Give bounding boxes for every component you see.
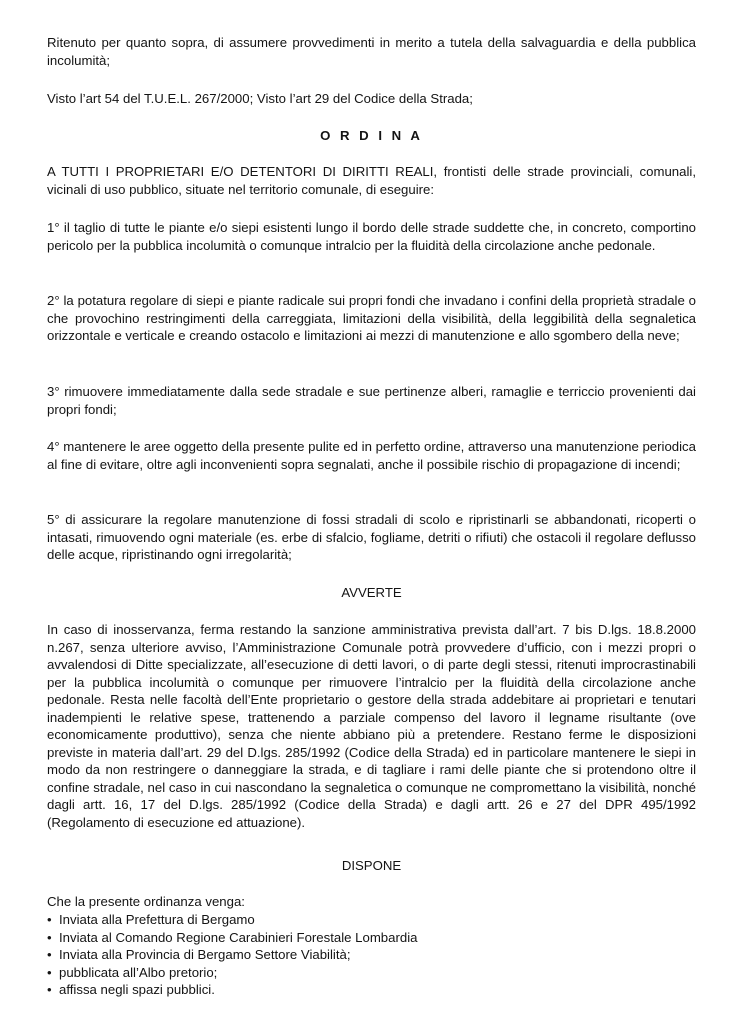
order-item-2: 2° la potatura regolare di siepi e piante radicale sui propri fondi che invadano i confini della proprietà stradale o che provochino restringimenti della carreggiata, limitazioni della visibilità, della leggibilità della segnaletica orizzontale e verticale e creando ostacolo e limitazioni ai mezzi di manutenzione e allo sgombero della neve; — [47, 293, 696, 343]
list-item — [47, 911, 696, 929]
bullet-icon: • — [47, 964, 52, 980]
bullet-icon: • — [47, 912, 52, 927]
dispone-item-prefettura: Inviata alla Prefettura di Bergamo — [59, 912, 255, 927]
dispone-item-affissa: affissa negli spazi pubblici. — [59, 982, 215, 997]
bullet-icon: • — [47, 982, 52, 997]
dispone-heading: DISPONE — [341, 858, 402, 873]
intro-paragraph-ritenuto: Ritenuto per quanto sopra, di assumere provvedimenti in merito a tutela della salvaguardia e della pubblica incolumità; — [47, 35, 696, 68]
list-item — [47, 946, 696, 964]
ordina-heading: O R D I N A — [320, 128, 423, 143]
dispone-intro: Che la presente ordinanza venga: — [47, 894, 245, 909]
bullet-icon: • — [47, 947, 52, 962]
dispone-item-carabinieri: Inviata al Comando Regione Carabinieri Forestale Lombardia — [59, 929, 418, 945]
order-item-5: 5° di assicurare la regolare manutenzione di fossi stradali di scolo e ripristinarli se abbandonati, ricoperti o intasati, rimuovendo ogni materiale (es. erbe di sfalcio, fogliame, detriti o rifiuti) che ostacoli il regolare deflusso delle acque, ripristinando ogni irregolarità; — [47, 512, 696, 562]
order-item-1: 1° il taglio di tutte le piante e/o siepi esistenti lungo il bordo delle strade suddette che, in concreto, comportino pericolo per la pubblica incolumità o comunque intralcio per la fluidità della circolazione anche pedonale. — [47, 220, 696, 253]
bullet-icon: • — [47, 929, 52, 945]
list-item — [47, 929, 696, 947]
dispone-item-albo: pubblicata all’Albo pretorio; — [59, 964, 218, 980]
dispone-list — [47, 911, 696, 999]
order-item-3: 3° rimuovere immediatamente dalla sede stradale e sue pertinenze alberi, ramaglie e terriccio provenienti dai propri fondi; — [47, 384, 696, 417]
avverte-paragraph: In caso di inosservanza, ferma restando la sanzione amministrativa prevista dall’art. 7 bis D.lgs. 18.8.2000 n.267, senza ulteriore avviso, l’Amministrazione Comunale potrà provvedere d’ufficio, con i mezzi propri o avvalendosi di Ditte specializzate, all’esecuzione di detti lavori, o di parte degli stessi, ritenuti improcrastinabili per la pubblica incolumità o comunque per rimuovere l’intralcio per la fluidità della circolazione anche pedonale. Resta nelle facoltà dell’Ente proprietario o gestore della strada addebitare ai proprietari e tenutari inadempienti le relative spese, trattenendo a parziale compenso del lavoro il legname risultante (ove economicamente produttivo), senza che niente abbiano più a pretendere. Restano ferme le disposizioni previste in materia dall’art. 29 del D.lgs. 285/1992 (Codice della Strada) ed in particolare mantenere le siepi in modo da non restringere o danneggiare la strada, e di tagliare i rami delle piante che si protendono oltre il confine stradale, nel caso in cui nascondano la segnaletica o comunque ne compromettano la visibilità, nonché dagli artt. 16, 17 del D.lgs. 285/1992 (Codice della Strada) e dagli artt. 26 e 27 del DPR 495/1992 (Regolamento di esecuzione ed attuazione). — [47, 622, 696, 830]
order-item-4: 4° mantenere le aree oggetto della presente pulite ed in perfetto ordine, attraverso una manutenzione periodica al fine di evitare, oltre agli inconvenienti sopra segnalati, anche il possibile rischio di propagazione di incendi; — [47, 439, 696, 472]
dispone-item-provincia: Inviata alla Provincia di Bergamo Settore Viabilità; — [59, 947, 351, 962]
list-item — [47, 964, 696, 982]
ordina-intro: A TUTTI I PROPRIETARI E/O DETENTORI DI DIRITTI REALI, frontisti delle strade provinciali, comunali, vicinali di uso pubblico, situate nel territorio comunale, di eseguire: — [47, 164, 696, 197]
avverte-heading: AVVERTE — [341, 585, 402, 600]
list-item — [47, 981, 696, 999]
intro-paragraph-visto: Visto l’art 54 del T.U.E.L. 267/2000; Visto l’art 29 del Codice della Strada; — [47, 91, 473, 106]
